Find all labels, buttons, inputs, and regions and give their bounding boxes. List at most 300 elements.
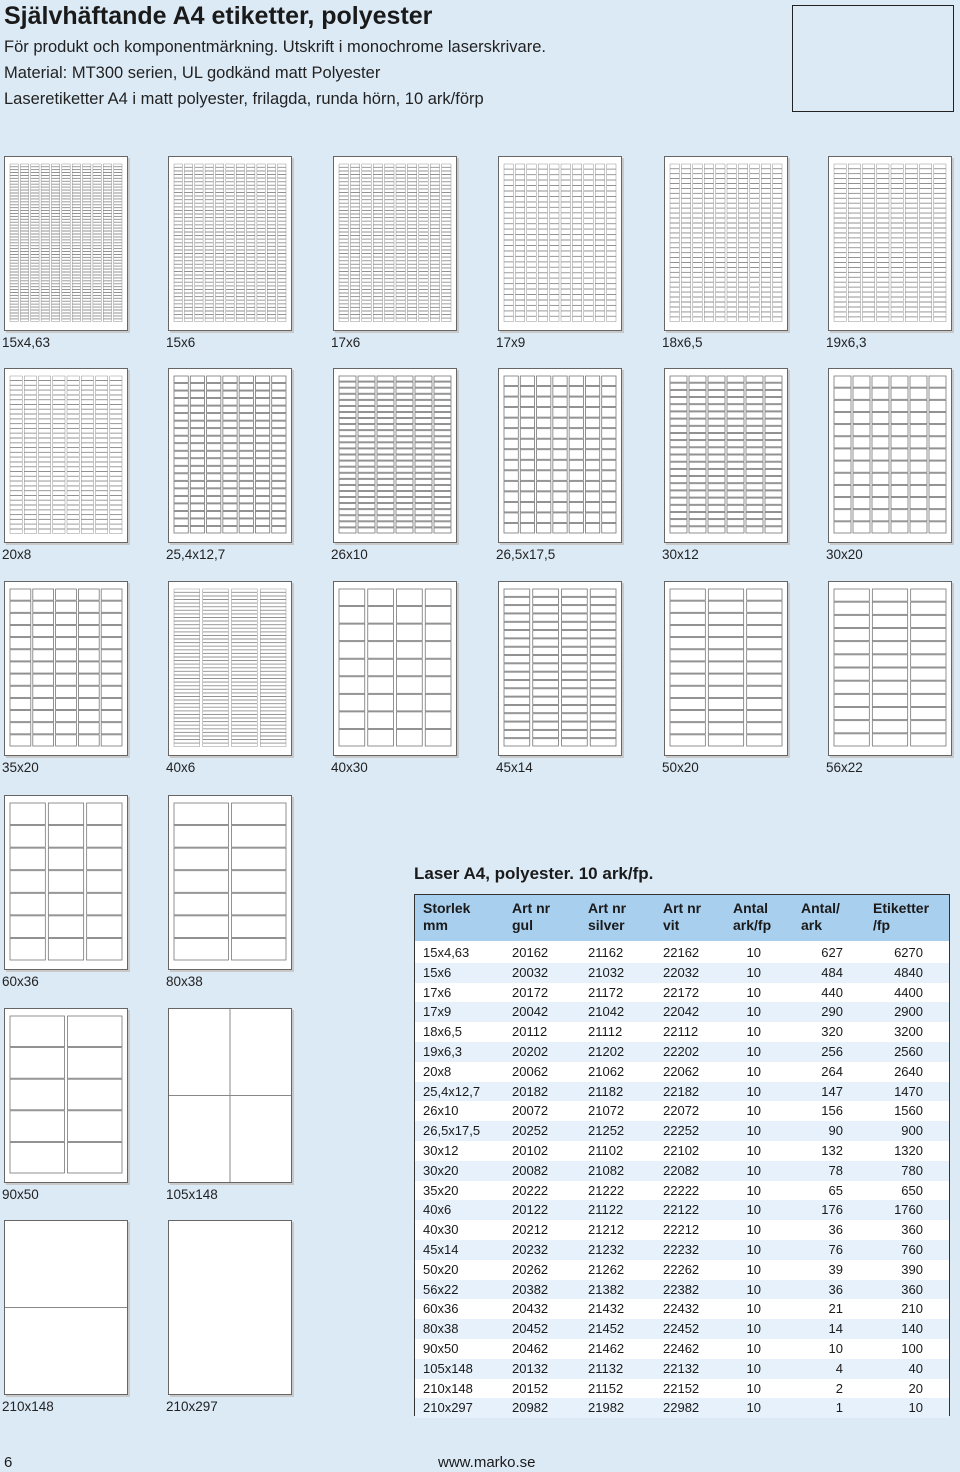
label-cell <box>362 225 371 228</box>
intro-line-2: Material: MT300 serien, UL godkänd matt Polyester <box>4 64 381 82</box>
label-cell <box>203 679 229 682</box>
label-cell <box>430 221 439 224</box>
label-cell <box>184 247 192 250</box>
label-cell <box>910 400 927 411</box>
table-cell: 90 <box>828 1123 843 1139</box>
label-cell <box>31 296 39 298</box>
label-cell <box>373 225 382 228</box>
label-cell <box>195 279 203 282</box>
label-cell <box>761 174 770 178</box>
label-cell <box>267 308 275 311</box>
label-cell <box>442 290 451 293</box>
label-cell <box>929 425 946 436</box>
label-cell <box>48 826 83 848</box>
label-cell <box>750 297 759 301</box>
label-cell <box>602 397 616 407</box>
label-cell <box>203 603 229 606</box>
label-cell <box>257 247 265 250</box>
label-cell <box>51 263 59 265</box>
label-cell <box>10 735 31 746</box>
label-cell <box>929 437 946 448</box>
label-cell <box>670 527 687 533</box>
label-cell <box>239 414 253 421</box>
label-cell <box>239 421 253 428</box>
label-cell <box>761 189 770 193</box>
label-cell <box>272 376 286 383</box>
label-cell <box>572 311 581 316</box>
label-cell <box>693 189 702 193</box>
label-cell <box>515 235 524 240</box>
label-cell <box>430 250 439 253</box>
label-cell <box>407 293 416 296</box>
label-cell <box>203 718 229 721</box>
label-cell <box>584 224 593 229</box>
table-cell: 10 <box>746 1103 761 1119</box>
table-cell: 10 <box>746 1261 761 1277</box>
label-cell <box>920 278 932 282</box>
label-cell <box>848 208 860 212</box>
label-cell <box>72 187 80 189</box>
label-cell <box>24 400 36 404</box>
label-cell <box>716 243 725 247</box>
label-cell <box>362 211 371 214</box>
label-cell <box>834 642 869 654</box>
label-cell <box>62 205 70 207</box>
label-cell <box>205 168 213 171</box>
label-grid <box>169 796 291 969</box>
label-cell <box>174 207 182 210</box>
label-cell <box>72 269 80 271</box>
label-cell <box>704 273 713 277</box>
label-cell <box>765 398 782 404</box>
label-cell <box>10 228 18 230</box>
label-cell <box>93 184 101 186</box>
label-cell <box>226 247 234 250</box>
label-cell <box>385 221 394 224</box>
label-cell <box>339 425 356 430</box>
label-cell <box>504 164 513 169</box>
label-cell <box>93 240 101 242</box>
label-cell <box>103 217 111 219</box>
label-cell <box>257 214 265 217</box>
label-cell <box>362 232 371 235</box>
label-cell <box>773 287 782 291</box>
label-cell <box>584 213 593 218</box>
label-cell <box>350 178 359 181</box>
label-cell <box>716 253 725 257</box>
label-cell <box>93 223 101 225</box>
label-cell <box>232 621 258 624</box>
label-cell <box>207 481 221 488</box>
label-cell <box>110 500 122 504</box>
label-cell <box>62 240 70 242</box>
label-cell <box>515 186 524 191</box>
label-cell <box>114 263 122 265</box>
label-cell <box>538 262 547 267</box>
label-cell <box>504 408 518 418</box>
label-cell <box>848 238 860 242</box>
label-cell <box>72 211 80 213</box>
label-cell <box>415 467 432 472</box>
label-cell <box>83 304 91 306</box>
table-cell: 22102 <box>663 1143 700 1158</box>
label-cell <box>727 233 736 237</box>
label-cell <box>101 735 122 746</box>
label-cell <box>761 204 770 208</box>
label-cell <box>396 268 405 271</box>
label-cell <box>10 505 22 509</box>
label-cell <box>773 204 782 208</box>
label-cell <box>10 481 22 485</box>
label-cell <box>670 662 705 673</box>
table-cell: 484 <box>821 964 843 980</box>
column-header <box>423 900 470 934</box>
label-cell <box>934 302 946 306</box>
label-cell <box>236 168 244 171</box>
label-cell <box>51 275 59 277</box>
label-cell <box>561 224 570 229</box>
label-cell <box>232 639 258 642</box>
label-cell <box>190 474 204 481</box>
label-cell <box>681 233 690 237</box>
label-sheet <box>168 156 292 331</box>
label-cell <box>62 249 70 251</box>
label-cell <box>670 218 679 222</box>
label-cell <box>81 376 93 380</box>
label-cell <box>765 512 782 518</box>
label-cell <box>863 283 875 287</box>
label-cell <box>442 300 451 303</box>
label-cell <box>62 225 70 227</box>
label-cell <box>670 462 687 468</box>
label-cell <box>358 498 375 503</box>
label-cell <box>746 520 763 526</box>
label-cell <box>527 268 536 273</box>
label-cell <box>385 200 394 203</box>
label-cell <box>863 204 875 208</box>
label-cell <box>93 275 101 277</box>
label-cell <box>561 284 570 289</box>
label-cell <box>110 376 122 380</box>
label-cell <box>53 491 65 495</box>
label-grid <box>5 1009 127 1182</box>
label-cell <box>877 174 889 178</box>
label-cell <box>872 681 907 693</box>
label-cell <box>62 246 70 248</box>
label-cell <box>747 662 782 673</box>
label-cell <box>174 718 200 721</box>
table-cell: 440 <box>821 984 843 1000</box>
label-cell <box>226 275 234 278</box>
label-cell <box>339 394 356 399</box>
label-cell <box>527 311 536 316</box>
label-cell <box>350 300 359 303</box>
label-cell <box>41 164 49 166</box>
label-cell <box>31 266 39 268</box>
label-cell <box>278 182 286 185</box>
label-cell <box>681 223 690 227</box>
label-cell <box>174 293 182 296</box>
label-cell <box>584 273 593 278</box>
label-cell <box>746 419 763 425</box>
label-cell <box>877 194 889 198</box>
label-cell <box>415 479 432 484</box>
label-cell <box>93 299 101 301</box>
label-cell <box>339 164 348 167</box>
label-cell <box>368 712 394 729</box>
label-cell <box>920 243 932 247</box>
label-cell <box>267 275 275 278</box>
label-cell <box>174 614 200 617</box>
label-cell <box>681 248 690 252</box>
label-cell <box>174 511 188 518</box>
sheet-size-label: 30x20 <box>826 547 863 562</box>
label-cell <box>232 596 258 599</box>
label-cell <box>415 400 432 405</box>
label-cell <box>62 196 70 198</box>
label-cell <box>537 429 551 439</box>
label-cell <box>278 229 286 232</box>
label-cell <box>407 297 416 300</box>
label-cell <box>205 182 213 185</box>
label-cell <box>247 290 255 293</box>
label-cell <box>553 387 567 397</box>
label-cell <box>738 204 747 208</box>
label-cell <box>537 481 551 491</box>
label-cell <box>51 173 59 175</box>
label-cell <box>174 300 182 303</box>
label-cell <box>39 477 51 481</box>
label-cell <box>62 234 70 236</box>
label-cell <box>41 220 49 222</box>
label-cell <box>934 263 946 267</box>
label-cell <box>236 261 244 264</box>
label-cell <box>267 186 275 189</box>
table-row <box>415 1398 949 1418</box>
label-cell <box>761 169 770 173</box>
label-cell <box>278 254 286 257</box>
label-cell <box>83 187 91 189</box>
label-cell <box>41 293 49 295</box>
label-cell <box>681 184 690 188</box>
label-cell <box>184 189 192 192</box>
label-cell <box>207 391 221 398</box>
label-cell <box>504 186 513 191</box>
label-cell <box>834 412 851 423</box>
label-cell <box>716 258 725 262</box>
label-cell <box>853 510 870 521</box>
label-cell <box>103 211 111 213</box>
label-cell <box>48 871 83 893</box>
label-cell <box>232 704 258 707</box>
label-cell <box>584 186 593 191</box>
label-cell <box>358 425 375 430</box>
label-cell <box>20 275 28 277</box>
label-cell <box>339 254 348 257</box>
label-cell <box>602 502 616 512</box>
label-cell <box>373 275 382 278</box>
label-cell <box>195 297 203 300</box>
label-cell <box>236 318 244 321</box>
label-cell <box>442 186 451 189</box>
label-cell <box>681 312 690 316</box>
label-sheet <box>4 581 128 756</box>
label-cell <box>773 218 782 222</box>
label-cell <box>891 243 903 247</box>
label-cell <box>81 410 93 414</box>
label-cell <box>670 268 679 272</box>
label-cell <box>205 239 213 242</box>
label-cell <box>362 308 371 311</box>
label-cell <box>569 502 583 512</box>
label-cell <box>31 231 39 233</box>
label-cell <box>537 408 551 418</box>
label-cell <box>56 723 77 734</box>
label-cell <box>419 243 428 246</box>
label-cell <box>350 254 359 257</box>
label-cell <box>93 316 101 318</box>
label-sheet <box>168 1220 292 1395</box>
label-cell <box>358 455 375 460</box>
label-cell <box>78 589 99 600</box>
label-cell <box>550 175 559 180</box>
label-cell <box>504 705 530 712</box>
label-cell <box>853 376 870 387</box>
label-cell <box>93 193 101 195</box>
label-cell <box>407 193 416 196</box>
label-cell <box>761 312 770 316</box>
label-cell <box>419 189 428 192</box>
label-cell <box>704 243 713 247</box>
label-cell <box>20 249 28 251</box>
label-sheet <box>498 368 622 543</box>
label-cell <box>223 436 237 443</box>
label-cell <box>205 308 213 311</box>
label-cell <box>590 689 616 696</box>
label-cell <box>174 168 182 171</box>
label-cell <box>670 169 679 173</box>
label-sheet <box>4 368 128 543</box>
label-cell <box>515 251 524 256</box>
label-cell <box>174 636 200 639</box>
label-cell <box>174 679 200 682</box>
label-cell <box>396 382 413 387</box>
table-cell: 21102 <box>588 1143 624 1158</box>
column-header <box>801 900 840 934</box>
label-cell <box>278 211 286 214</box>
label-cell <box>362 286 371 289</box>
label-cell <box>911 642 946 654</box>
label-cell <box>96 386 108 390</box>
table-row <box>415 1141 949 1161</box>
label-cell <box>362 279 371 282</box>
label-cell <box>215 304 223 307</box>
label-cell <box>239 391 253 398</box>
label-cell <box>232 725 258 728</box>
table-cell: 22162 <box>663 945 700 960</box>
label-cell <box>184 283 192 286</box>
label-cell <box>72 243 80 245</box>
label-cell <box>434 510 451 515</box>
label-cell <box>96 424 108 428</box>
label-cell <box>223 391 237 398</box>
label-cell <box>203 675 229 678</box>
label-cell <box>278 297 286 300</box>
label-cell <box>834 297 846 301</box>
label-cell <box>10 674 31 685</box>
label-cell <box>10 202 18 204</box>
label-cell <box>415 516 432 521</box>
sheet-size-label: 45x14 <box>496 760 533 775</box>
label-cell <box>101 723 122 734</box>
label-cell <box>538 317 547 322</box>
label-cell <box>934 238 946 242</box>
label-cell <box>114 302 122 304</box>
label-cell <box>93 237 101 239</box>
label-cell <box>232 603 258 606</box>
label-cell <box>377 443 394 448</box>
table-cell: 22182 <box>663 1083 700 1099</box>
label-cell <box>681 243 690 247</box>
label-cell <box>103 167 111 169</box>
label-cell <box>708 448 725 454</box>
label-cell <box>205 250 213 253</box>
label-cell <box>272 444 286 451</box>
label-cell <box>195 257 203 260</box>
label-sheet <box>4 1220 128 1395</box>
label-cell <box>96 524 108 528</box>
label-cell <box>83 182 91 184</box>
table-cell: 10 <box>746 1083 761 1099</box>
label-cell <box>747 711 782 722</box>
label-cell <box>362 315 371 318</box>
label-cell <box>773 169 782 173</box>
label-cell <box>584 191 593 196</box>
label-cell <box>727 302 736 306</box>
label-cell <box>33 650 54 661</box>
label-cell <box>891 194 903 198</box>
table-cell: 15x6 <box>423 964 452 980</box>
label-cell <box>223 459 237 466</box>
label-cell <box>891 312 903 316</box>
label-cell <box>41 313 49 315</box>
label-cell <box>247 247 255 250</box>
label-cell <box>96 433 108 437</box>
column-header-line2: gul <box>512 917 533 933</box>
label-cell <box>396 243 405 246</box>
label-cell <box>205 189 213 192</box>
label-cell <box>385 214 394 217</box>
label-cell <box>373 196 382 199</box>
label-cell <box>184 229 192 232</box>
label-cell <box>195 221 203 224</box>
label-cell <box>72 278 80 280</box>
label-cell <box>350 261 359 264</box>
label-cell <box>31 255 39 257</box>
label-cell <box>257 171 265 174</box>
label-cell <box>385 250 394 253</box>
label-cell <box>419 290 428 293</box>
label-cell <box>704 213 713 217</box>
label-cell <box>110 429 122 433</box>
label-cell <box>934 179 946 183</box>
label-cell <box>81 472 93 476</box>
label-cell <box>373 168 382 171</box>
label-cell <box>39 419 51 423</box>
table-cell: 4 <box>835 1360 843 1376</box>
label-cell <box>727 228 736 232</box>
label-cell <box>750 317 759 321</box>
